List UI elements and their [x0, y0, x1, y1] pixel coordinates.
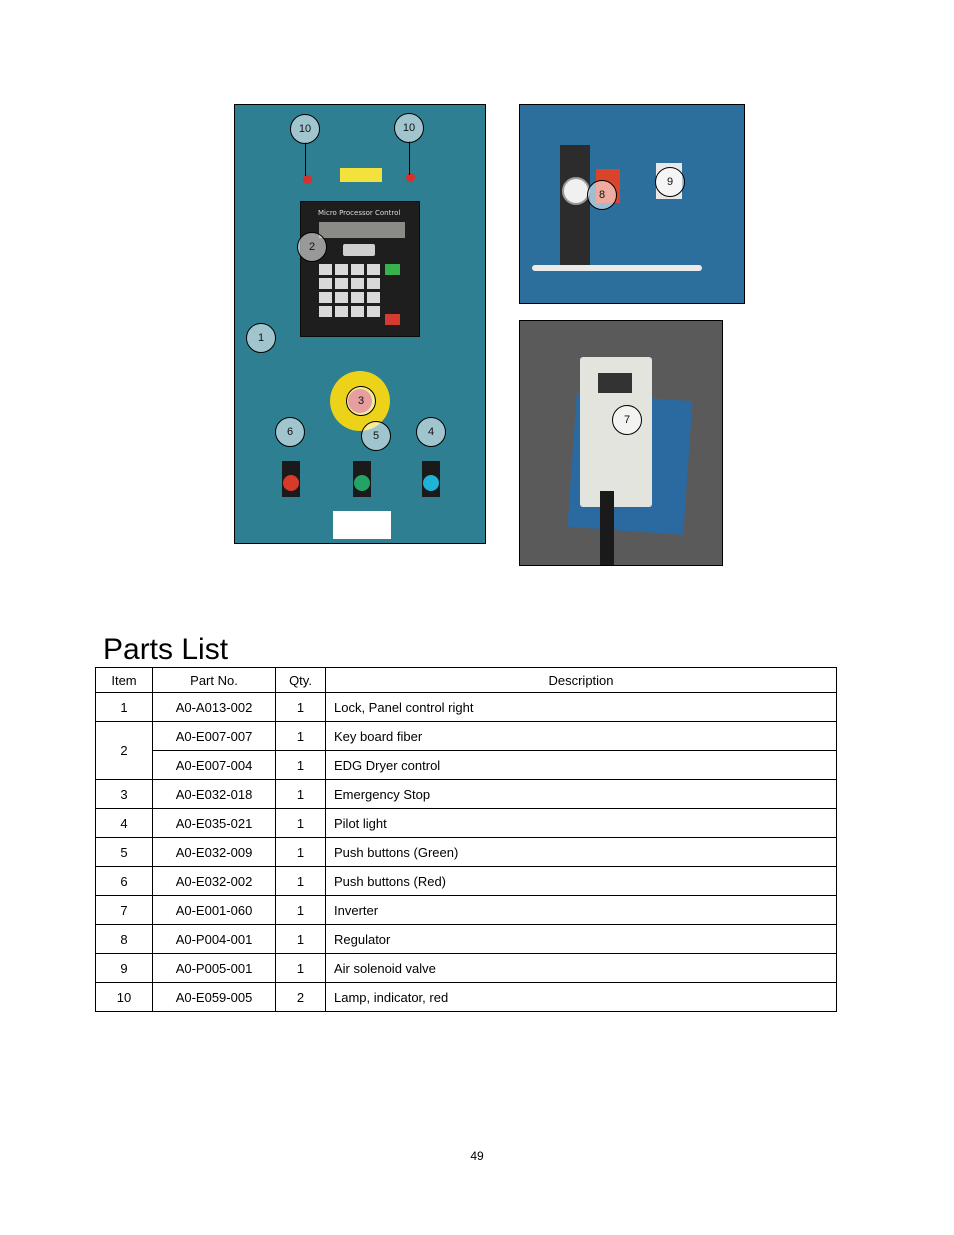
- mp-keypad: [319, 264, 380, 317]
- table-row: [96, 751, 837, 780]
- table-header-row: [96, 668, 837, 693]
- parts-list-title: Parts List: [103, 633, 229, 666]
- cell-item: 4: [96, 809, 153, 838]
- callout-2: 2: [297, 232, 327, 262]
- cell-part-no: A0-P005-001: [153, 954, 276, 983]
- indicator-lamp-right: [406, 173, 415, 182]
- cell-item: 3: [96, 780, 153, 809]
- table-row: [96, 838, 837, 867]
- mp-control-title: Micro Processor Control: [318, 209, 401, 217]
- cell-qty: 1: [276, 954, 326, 983]
- cell-qty: 1: [276, 838, 326, 867]
- control-panel-photo: [234, 104, 486, 544]
- table-row: [96, 954, 837, 983]
- table-row: [96, 693, 837, 722]
- table-row: [96, 983, 837, 1012]
- cell-part-no: A0-E032-018: [153, 780, 276, 809]
- cell-description: Regulator: [326, 925, 837, 954]
- cell-part-no: A0-E059-005: [153, 983, 276, 1012]
- table-row: [96, 925, 837, 954]
- cell-description: Emergency Stop: [326, 780, 837, 809]
- cell-item: 1: [96, 693, 153, 722]
- air-tube: [532, 265, 702, 271]
- callout-1: 1: [246, 323, 276, 353]
- callout-leader: [409, 141, 410, 175]
- warning-sticker-icon: [333, 511, 391, 539]
- inverter-display: [598, 373, 632, 393]
- table-row: [96, 896, 837, 925]
- cell-part-no: A0-E035-021: [153, 809, 276, 838]
- page-number: 49: [470, 1149, 484, 1163]
- cell-qty: 1: [276, 896, 326, 925]
- header-qty: Qty.: [276, 668, 326, 693]
- push-button-red: [282, 461, 300, 497]
- indicator-lamp-left: [303, 175, 312, 184]
- callout-5: 5: [361, 421, 391, 451]
- cell-qty: 1: [276, 925, 326, 954]
- callout-leader: [305, 142, 306, 176]
- pressure-gauge-icon: [562, 177, 590, 205]
- cell-part-no: A0-A013-002: [153, 693, 276, 722]
- cell-part-no: A0-E032-009: [153, 838, 276, 867]
- cell-description: EDG Dryer control: [326, 751, 837, 780]
- cell-part-no: A0-E007-007: [153, 722, 276, 751]
- mp-display: [319, 222, 405, 238]
- table-row: [96, 722, 837, 751]
- cell-item: 2: [96, 722, 153, 780]
- header-description: Description: [326, 668, 837, 693]
- cell-item: 5: [96, 838, 153, 867]
- inverter-photo: [519, 320, 723, 566]
- table-row: [96, 809, 837, 838]
- table-row: [96, 867, 837, 896]
- cell-qty: 1: [276, 780, 326, 809]
- cell-description: Push buttons (Red): [326, 867, 837, 896]
- push-button-green: [353, 461, 371, 497]
- callout-10-right: 10: [394, 113, 424, 143]
- cell-part-no: A0-P004-001: [153, 925, 276, 954]
- cell-item: 8: [96, 925, 153, 954]
- header-part-no: Part No.: [153, 668, 276, 693]
- cell-description: Inverter: [326, 896, 837, 925]
- cell-qty: 1: [276, 751, 326, 780]
- cell-qty: 2: [276, 983, 326, 1012]
- callout-10-left: 10: [290, 114, 320, 144]
- cell-item: 9: [96, 954, 153, 983]
- cell-qty: 1: [276, 722, 326, 751]
- cell-item: 6: [96, 867, 153, 896]
- micro-processor-control: [300, 201, 420, 337]
- pneumatic-box-photo: [519, 104, 745, 304]
- cell-part-no: A0-E032-002: [153, 867, 276, 896]
- cell-qty: 1: [276, 867, 326, 896]
- cell-part-no: A0-E007-004: [153, 751, 276, 780]
- inverter-cable: [600, 491, 614, 566]
- mp-start-key: [385, 264, 400, 275]
- pilot-light: [422, 461, 440, 497]
- caution-label: [340, 168, 382, 182]
- bc-logo-icon: [343, 244, 375, 256]
- callout-9: 9: [655, 167, 685, 197]
- callout-7: 7: [612, 405, 642, 435]
- cell-qty: 1: [276, 693, 326, 722]
- cell-description: Key board fiber: [326, 722, 837, 751]
- callout-4: 4: [416, 417, 446, 447]
- callout-3: 3: [346, 386, 376, 416]
- callout-8: 8: [587, 180, 617, 210]
- cell-description: Lamp, indicator, red: [326, 983, 837, 1012]
- cell-description: Air solenoid valve: [326, 954, 837, 983]
- header-item: Item: [96, 668, 153, 693]
- air-filter: [560, 145, 590, 265]
- cell-description: Lock, Panel control right: [326, 693, 837, 722]
- callout-6: 6: [275, 417, 305, 447]
- cell-description: Pilot light: [326, 809, 837, 838]
- cell-item: 7: [96, 896, 153, 925]
- mp-stop-key: [385, 314, 400, 325]
- cell-qty: 1: [276, 809, 326, 838]
- parts-table: [95, 667, 837, 1012]
- cell-description: Push buttons (Green): [326, 838, 837, 867]
- cell-item: 10: [96, 983, 153, 1012]
- cell-part-no: A0-E001-060: [153, 896, 276, 925]
- table-row: [96, 780, 837, 809]
